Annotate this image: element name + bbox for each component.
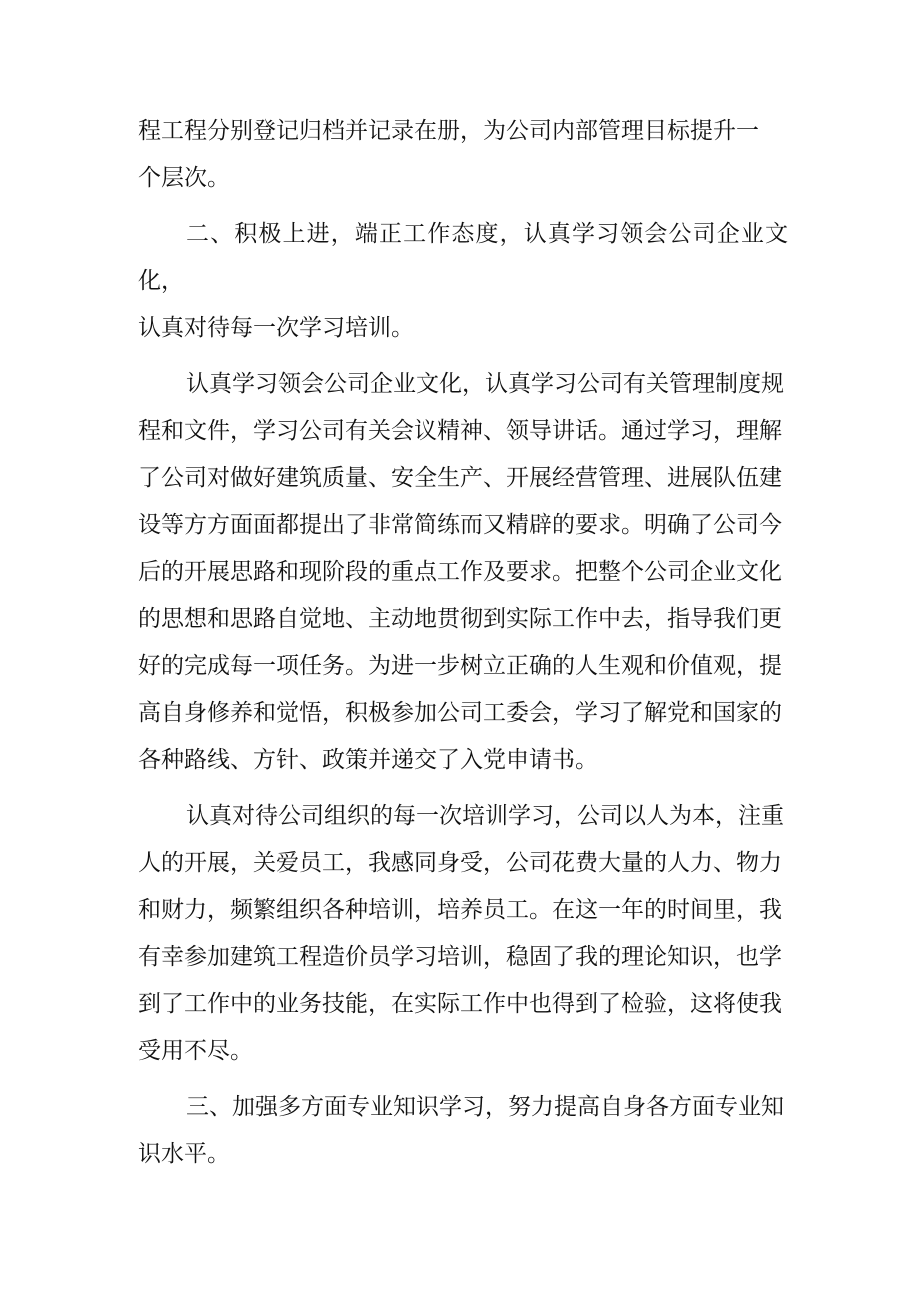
text-line: 各种路线、方针、政策并递交了入党申请书。 <box>138 747 598 773</box>
text-line: 认真对待每一次学习培训。 <box>138 315 414 341</box>
text-line: 受用不尽。 <box>138 1038 253 1064</box>
text-line: 认真对待公司组织的每一次培训学习，公司以人为本，注重 <box>186 803 784 829</box>
text-line: 高自身修养和觉悟，积极参加公司工委会，学习了解党和国家的 <box>138 700 782 726</box>
text-line: 程和文件，学习公司有关会议精神、领导讲话。通过学习，理解 <box>138 418 782 444</box>
text-line: 识水平。 <box>138 1141 230 1167</box>
text-line: 个层次。 <box>138 165 230 191</box>
text-line: 设等方方面面都提出了非常简练而又精辟的要求。明确了公司今 <box>138 512 782 538</box>
section-heading-2 <box>138 211 788 352</box>
text-line: 和财力，频繁组织各种培训，培养员工。在这一年的时间里，我 <box>138 897 782 923</box>
text-line: 好的完成每一项任务。为进一步树立正确的人生观和价值观，提 <box>138 653 782 679</box>
text-line: 程工程分别登记归档并记录在册，为公司内部管理目标提升一 <box>138 118 759 144</box>
text-line: 后的开展思路和现阶段的重点工作及要求。把整个公司企业文化 <box>138 559 782 585</box>
paragraph-archive-continuation <box>138 108 788 202</box>
text-line: 认真学习领会公司企业文化，认真学习公司有关管理制度规 <box>186 371 784 397</box>
text-line: 三、加强多方面专业知识学习，努力提高自身各方面专业知 <box>186 1094 784 1120</box>
paragraph-training <box>138 793 788 1075</box>
text-line: 有幸参加建筑工程造价员学习培训，稳固了我的理论知识，也学 <box>138 944 782 970</box>
text-line: 了公司对做好建筑质量、安全生产、开展经营管理、进展队伍建 <box>138 465 782 491</box>
text-line: 人的开展，关爱员工，我感同身受，公司花费大量的人力、物力 <box>138 850 782 876</box>
text-line: 二、积极上进，端正工作态度，认真学习领会公司企业文化， <box>138 221 788 294</box>
paragraph-culture-study <box>138 361 788 784</box>
document-body <box>138 108 788 1178</box>
text-line: 到了工作中的业务技能，在实际工作中也得到了检验，这将使我 <box>138 991 782 1017</box>
section-heading-3 <box>138 1084 788 1178</box>
text-line: 的思想和思路自觉地、主动地贯彻到实际工作中去，指导我们更 <box>138 606 782 632</box>
